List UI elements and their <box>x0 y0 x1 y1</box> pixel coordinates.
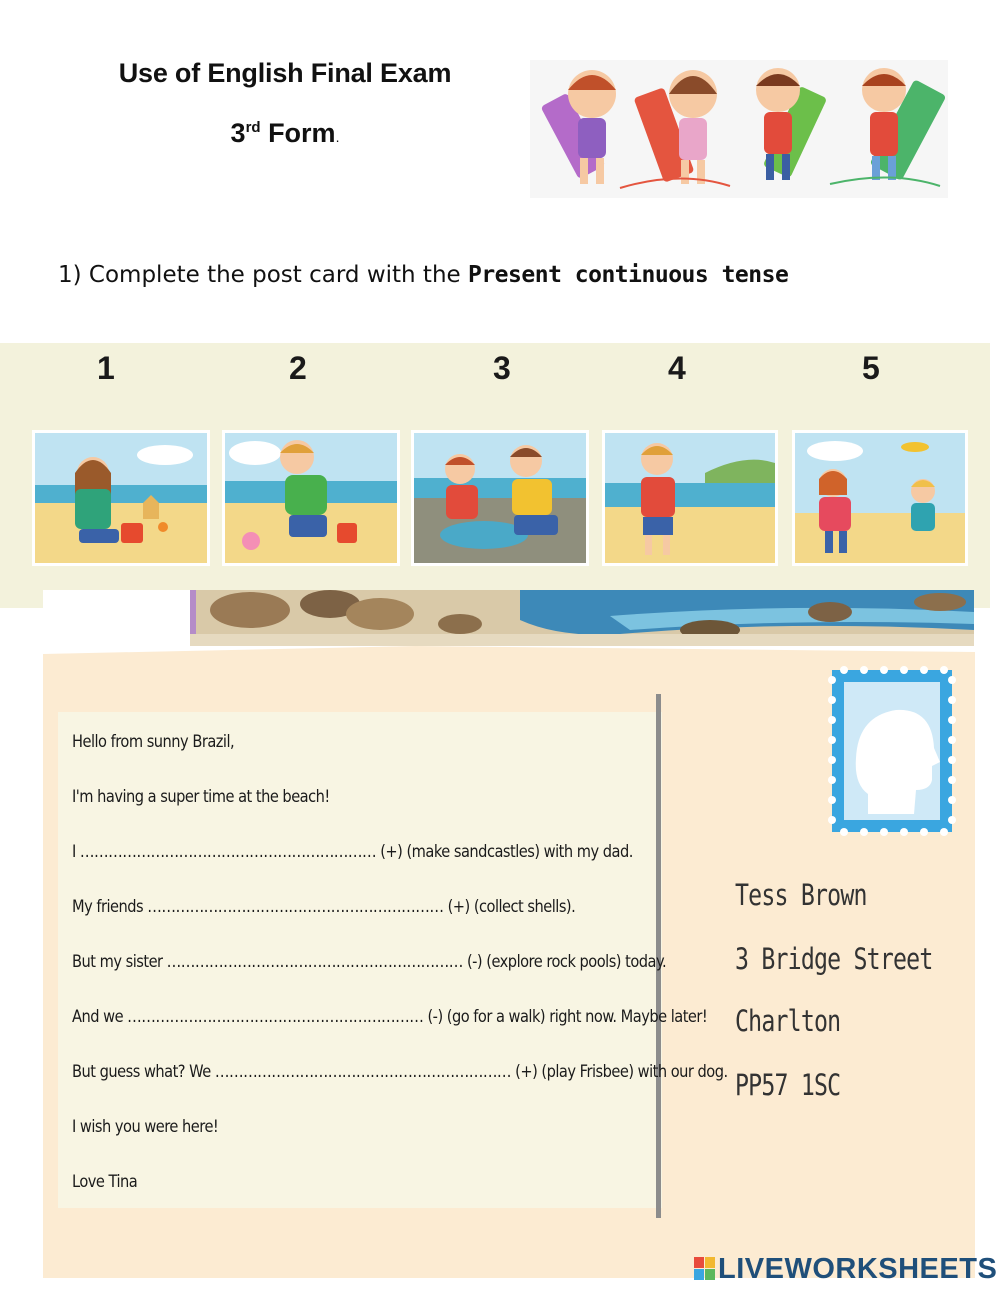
postcard-line-4-blank[interactable]: My friends ……………………………………………………… (+) (collect shells). <box>72 897 576 917</box>
liveworksheets-logo[interactable] <box>694 1254 997 1284</box>
picture-boy-walk <box>602 430 778 566</box>
form-subtitle <box>70 118 500 149</box>
liveworksheets-logo-text: LIVEWORKSHEETS <box>718 1252 998 1285</box>
exam-title: Use of English Final Exam <box>118 58 452 88</box>
picture-number-3: 3 <box>493 350 511 386</box>
postcard-line-greeting: Hello from sunny Brazil, <box>72 732 235 752</box>
instruction-text: 1) Complete the post card with the <box>58 262 468 288</box>
picture-number-4: 4 <box>668 350 686 386</box>
postcard-line-3-blank[interactable]: I ……………………………………………………… (+) (make sandcastles) with my dad. <box>72 842 633 862</box>
instruction-emphasis: Present continuous tense <box>467 262 789 288</box>
picture-number-2: 2 <box>289 350 307 386</box>
postcard-line-2: I'm having a super time at the beach! <box>72 787 330 807</box>
postcard-line-6-blank[interactable]: And we ……………………………………………………… (-) (go for a walk) right now. Maybe later! <box>72 1007 708 1027</box>
picture-number-5: 5 <box>862 350 880 386</box>
address-postcode: PP57 1SC <box>735 1068 841 1102</box>
postcard-line-5-blank[interactable]: But my sister ……………………………………………………… (-) (explore rock pools) today. <box>72 952 667 972</box>
beach-banner-image <box>190 590 974 646</box>
picture-boy-shells <box>222 430 400 566</box>
banner-left-blank <box>43 590 193 646</box>
form-suffix: rd <box>245 119 261 136</box>
liveworksheets-logo-icon <box>694 1257 716 1281</box>
kids-with-pencils-image <box>530 60 948 198</box>
address-town: Charlton <box>735 1004 841 1038</box>
picture-girl-sandcastle <box>32 430 210 566</box>
address-name: Tess Brown <box>735 878 867 912</box>
address-street: 3 Bridge Street <box>735 942 933 976</box>
form-dot: . <box>335 129 340 145</box>
exercise-instruction <box>58 262 788 288</box>
form-label: Form <box>260 118 336 148</box>
postcard-line-7-blank[interactable]: But guess what? We ……………………………………………………… (+) (play Frisbee) with our dog. <box>72 1062 728 1082</box>
postcard-signoff: Love Tina <box>72 1172 138 1192</box>
postage-stamp-icon <box>828 666 956 836</box>
postcard-line-8: I wish you were here! <box>72 1117 219 1137</box>
picture-boys-rock-pools <box>411 430 589 566</box>
form-number: 3 <box>230 118 246 148</box>
picture-kids-frisbee <box>792 430 968 566</box>
picture-number-1: 1 <box>97 350 115 386</box>
